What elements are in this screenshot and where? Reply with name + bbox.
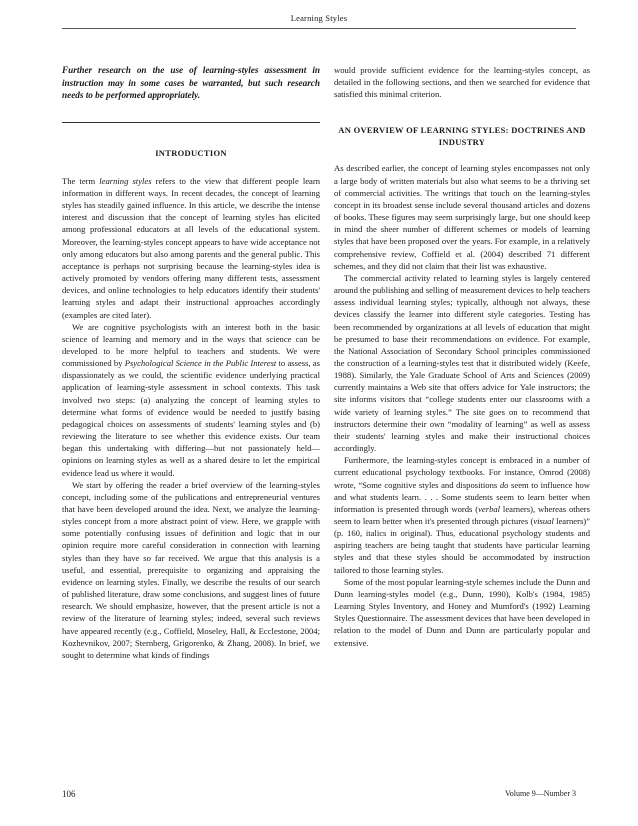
page-number: 106 bbox=[62, 789, 76, 799]
section-heading-overview: AN OVERVIEW OF LEARNING STYLES: DOCTRINES AND INDUSTRY bbox=[338, 125, 586, 148]
term-emphasis: learning styles bbox=[99, 175, 152, 186]
text: The term bbox=[62, 175, 100, 186]
emphasis: do bbox=[499, 479, 509, 490]
journal-title: Psychological Science in the Public Interest bbox=[124, 358, 277, 369]
volume-issue: Volume 9—Number 3 bbox=[505, 789, 576, 798]
header-rule bbox=[62, 28, 576, 29]
emphasis: verbal bbox=[478, 503, 501, 514]
right-column bbox=[334, 64, 590, 649]
section-heading-introduction: INTRODUCTION bbox=[155, 147, 227, 158]
paragraph: The commercial activity related to learning styles is largely centered around the publishing and selling of measurement devices to help teachers assess individual learning styles; typically, although not always, these devices classify the learner into different style categories. Testing has been recommended by organizations at all levels of education that might be presumed to base their recommendations on evidence. For example, the National Association of Secondary School principles commissioned the construction of a learning-styles test that it distributed widely (Keefe, 1988). Similarly, the Yale Graduate School of Arts and Sciences (2009) currently maintains a Web site that offers advice for Yale instructors; the site informs visitors that “college students enter our classrooms with a wide variety of learning styles.” The site goes on to recommend that instructors determine their own “modality of learning” as well as assess their students' learning styles and make their instructional choices accordingly. bbox=[334, 272, 590, 454]
paragraph bbox=[334, 454, 590, 576]
abstract-rule bbox=[62, 122, 320, 123]
paragraph bbox=[62, 321, 320, 479]
abstract-conclusion: Further research on the use of learning-styles assessment in instruction may in some cases be warranted, but such research needs to be performed appropriately. bbox=[62, 65, 320, 101]
paragraph: We start by offering the reader a brief overview of the learning-styles concept, including some of the publications and entrepreneurial ventures that have been developed around the idea. Next, we analyze the learning-styles concept from a more abstract point of view. Here, we grapple with some potentially confusing issues of definition and logic that in our opinion require more careful consideration in connection with learning styles than they have so far received. We argue that this analysis is a useful, and essential, prerequisite to organizing and appraising the evidence on learning styles. Finally, we describe the results of our search of published literature, draw some conclusions, and suggest lines of future research. We should emphasize, however, that the present article is not a review of the literature of learning styles; indeed, several such reviews have appeared recently (e.g., Coffield, Moseley, Hall, & Ecclestone, 2004; Kozhevnikov, 2007; Sternberg, Grigorenko, & Zhang, 2008). In brief, we sought to determine what kinds of findings bbox=[62, 479, 320, 660]
text: learners), whereas others seem to learn better when it's presented through pictures ( bbox=[334, 503, 590, 526]
left-column bbox=[62, 64, 320, 661]
text: learners)” (p. 160, italics in original). Thus, educational psychology students and aspiring teachers are being taught that students have particular learning styles and that these styles should be accommodated by instruction tailored to those learning styles. bbox=[334, 516, 590, 575]
text: Furthermore, the learning-styles concept is embraced in a number of current educational psychology textbooks. For instance, Omrod (2008) wrote, “Some cognitive styles and dispositions bbox=[334, 455, 590, 490]
paragraph: As described earlier, the concept of learning styles encompasses not only a large body of written materials but also what seems to be a thriving set of commercial activities. The writings that touch on the learning-styles concept in its broadest sense include several thousand articles and dozens of books. These figures may seem surprisingly large, but one should keep in mind the sheer number of different schemes or models of learning styles that have been proposed over the years. For example, in a relatively comprehensive review, Coffield et al. (2004) described 71 different schemes, and they did not claim that their list was exhaustive. bbox=[334, 163, 590, 271]
emphasis: visual bbox=[533, 516, 554, 526]
text: to assess, as dispassionately as we could, the scientific evidence underlying practical application of learning-style assessment in school contexts. This task involved two steps: (a) analyzing the concept of learning styles to determine what forms of evidence would be needed to justify basing pedagogical choices on assessments of students' learning styles and (b) reviewing the literature to see whether this evidence exists. Our team began this undertaking with differing—but not passionately held—opinions on learning styles as well as a shared desire to let the empirical evidence lead us where it would. bbox=[62, 358, 320, 478]
paragraph bbox=[62, 175, 320, 321]
text: We are cognitive psychologists with an interest both in the basic science of learning and memory and in the ways that science can be developed to be more helpful to teachers and students. We were commissioned by bbox=[62, 321, 320, 369]
running-head: Learning Styles bbox=[290, 13, 348, 23]
paragraph: Some of the most popular learning-style schemes include the Dunn and Dunn learning-styles model (e.g., Dunn, 1990), Kolb's (1984, 1985) Learning Styles Inventory, and Honey and Mumford's (1992) Learning Styles Questionnaire. The assessment devices that have been developed in relation to the model of Dunn and Dunn are particularly popular and extensive. bbox=[334, 576, 590, 648]
paragraph-continued: would provide sufficient evidence for the learning-styles concept, as detailed in the following sections, and then we searched for evidence that satisfied this minimal criterion. bbox=[334, 65, 590, 100]
text: refers to the view that different people learn information in different ways. In recent decades, the concept of learning styles has steadily gained influence. In this article, we describe the intense interest and discussion that the concept of learning styles has elicited among professional educators at all levels of the educational system. Moreover, the learning-styles concept appears to have wide acceptance not only among educators but also among parents and the general public. This acceptance is perhaps not surprising because the learning-styles idea is actively promoted by vendors offering many different tests, assessment devices, and online technologies to help educators identify their students' learning styles and adapt their instructional approaches accordingly (examples are cited later). bbox=[62, 175, 321, 320]
text: seem to influence how and what students learn. . . . Some students seem to learn better when information is presented through words ( bbox=[334, 479, 590, 514]
